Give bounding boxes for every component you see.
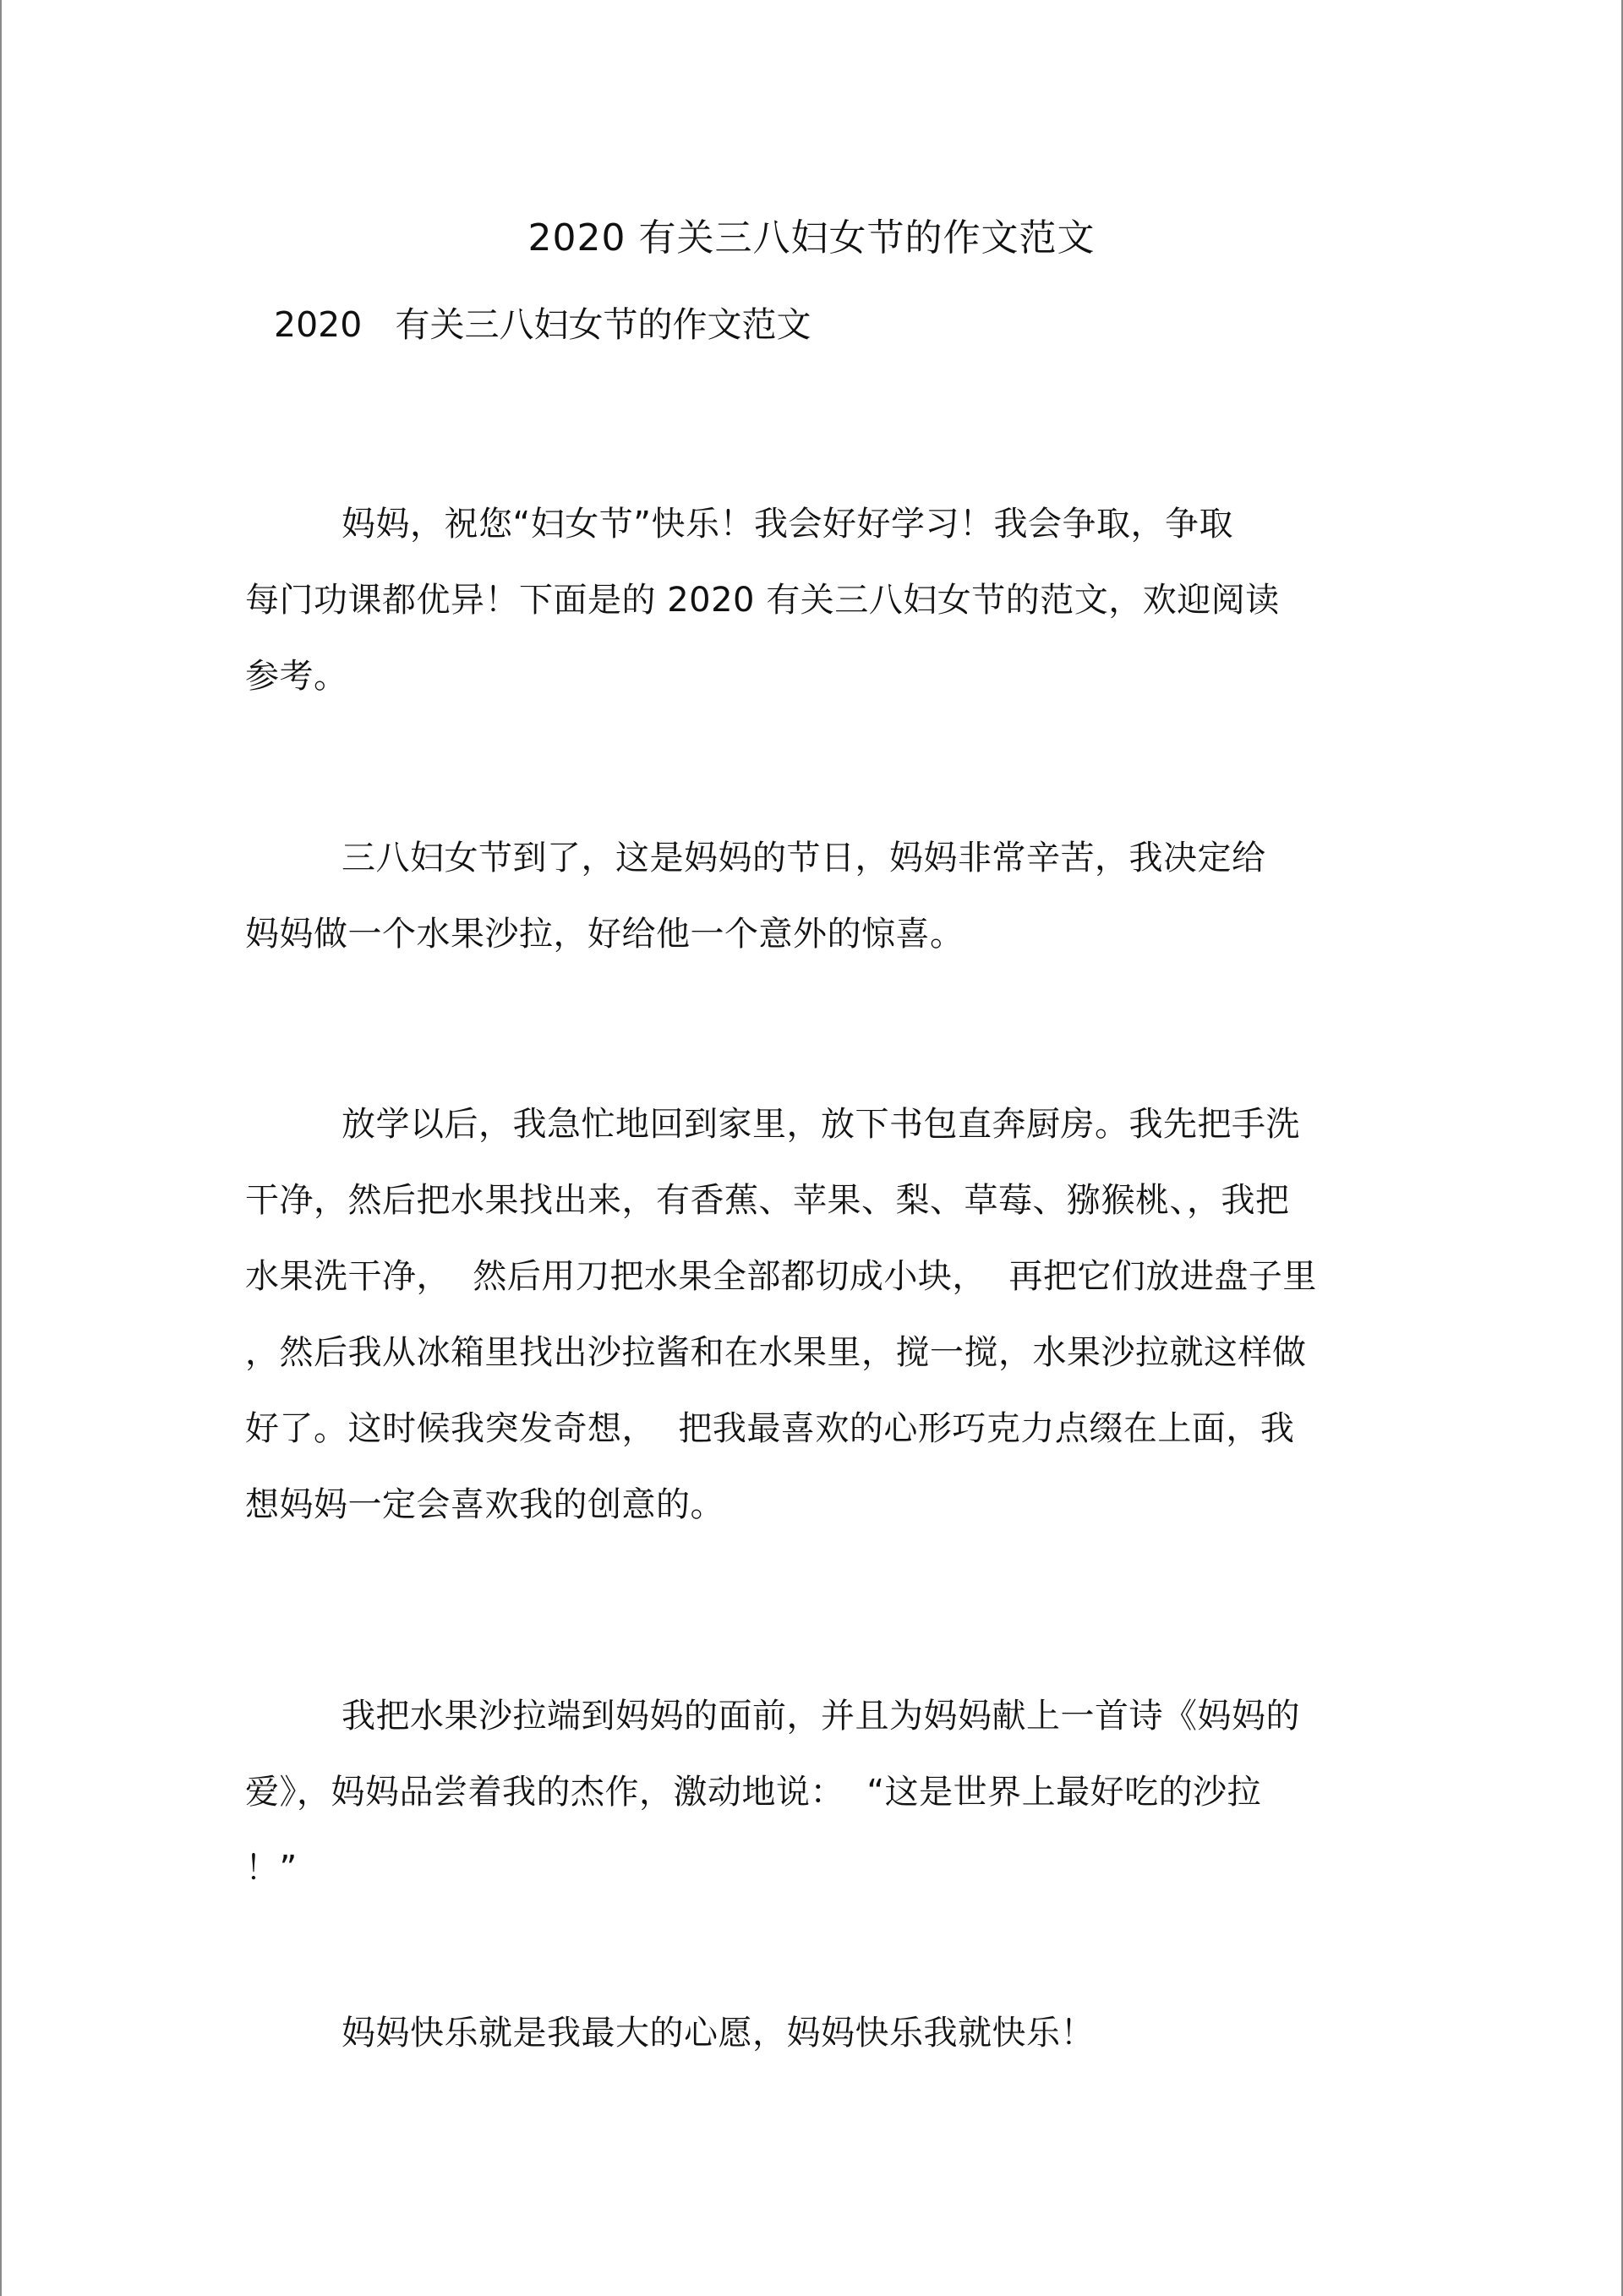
paragraph-line: 好了。这时候我突发奇想， 把我最喜欢的心形巧克力点缀在上面，我	[245, 1409, 1295, 1448]
paragraph-line: ，然后我从冰箱里找出沙拉酱和在水果里，搅一搅，水果沙拉就这样做	[245, 1333, 1307, 1372]
document-subtitle: 2020 有关三八妇女节的作文范文	[274, 304, 812, 345]
paragraph-line: 我把水果沙拉端到妈妈的面前，并且为妈妈献上一首诗《妈妈的	[342, 1697, 1300, 1736]
paragraph-line: ！”	[245, 1849, 298, 1888]
page-border-left	[0, 0, 2, 2296]
paragraph-line: 三八妇女节到了，这是妈妈的节日，妈妈非常辛苦，我决定给	[342, 839, 1266, 877]
paragraph-line: 爱》，妈妈品尝着我的杰作，激动地说： “这是世界上最好吃的沙拉	[245, 1773, 1262, 1812]
document-title: 2020 有关三八妇女节的作文范文	[527, 216, 1096, 260]
paragraph-line: 水果洗干净， 然后用刀把水果全部都切成小块， 再把它们放进盘子里	[245, 1257, 1317, 1296]
paragraph-line: 干净，然后把水果找出来，有香蕉、苹果、梨、草莓、猕猴桃、，我把	[245, 1181, 1290, 1220]
paragraph-line: 参考。	[245, 657, 348, 696]
paragraph-5	[245, 1995, 1352, 2071]
paragraph-2	[245, 820, 1352, 972]
paragraph-4	[245, 1678, 1352, 1906]
paragraph-line: 想妈妈一定会喜欢我的创意的。	[245, 1485, 724, 1524]
paragraph-line: 每门功课都优异！下面是的 2020 有关三八妇女节的范文，欢迎阅读	[245, 581, 1280, 620]
paragraph-3	[245, 1086, 1352, 1543]
paragraph-line: 妈妈，祝您“妇女节”快乐！我会好好学习！我会争取，争取	[342, 505, 1233, 544]
paragraph-line: 妈妈快乐就是我最大的心愿，妈妈快乐我就快乐！	[342, 2014, 1095, 2053]
paragraph-line: 妈妈做一个水果沙拉，好给他一个意外的惊喜。	[245, 915, 965, 954]
paragraph-1	[245, 486, 1352, 714]
paragraph-line: 放学以后，我急忙地回到家里，放下书包直奔厨房。我先把手洗	[342, 1105, 1300, 1144]
